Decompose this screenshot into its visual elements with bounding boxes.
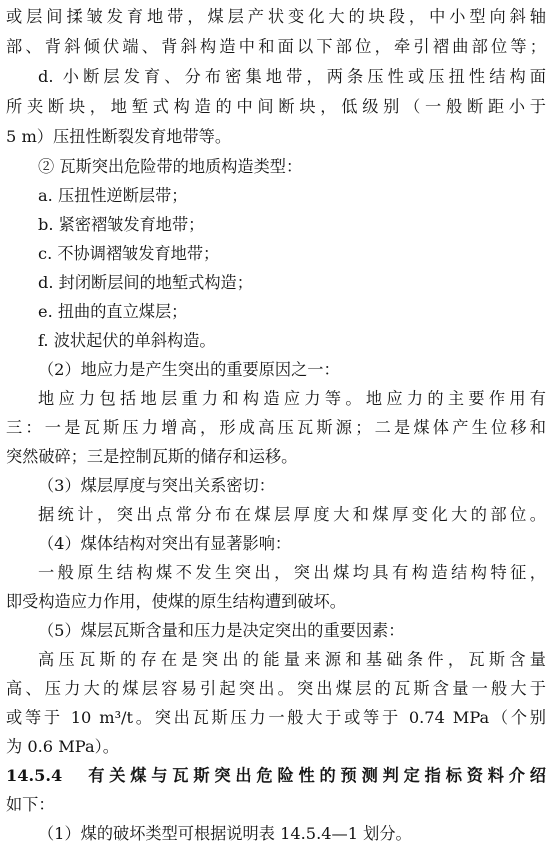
text-line: 所夹断块，地堑式构造的中间断块，低级别（一般断距小于: [6, 97, 546, 116]
text-line: 部、背斜倾伏端、背斜构造中和面以下部位，牵引褶曲部位等；: [6, 37, 546, 56]
section-heading: （3）煤层厚度与突出关系密切：: [38, 476, 275, 495]
list-heading: ② 瓦斯突出危险带的地质构造类型：: [38, 157, 303, 176]
text-line: 即受构造应力作用，使煤的原生结构遭到破坏。: [6, 592, 346, 611]
text-line: 或等于 10 m³/t。突出瓦斯压力一般大于或等于 0.74 MPa（个别: [6, 708, 546, 727]
list-item: a. 压扭性逆断层带；: [38, 186, 188, 205]
list-item: b. 紧密褶皱发育地带；: [38, 215, 205, 234]
section-heading: （2）地应力是产生突出的重要原因之一：: [38, 360, 340, 379]
list-item: c. 不协调褶皱发育地带；: [38, 244, 220, 263]
text-line: 突然破碎；三是控制瓦斯的储存和运移。: [6, 447, 298, 466]
text-line: 三：一是瓦斯压力增高，形成高压瓦斯源；二是煤体产生位移和: [6, 418, 546, 437]
subsection-heading: 14.5.4 有关煤与瓦斯突出危险性的预测判定指标资料介绍: [6, 766, 546, 785]
list-item: f. 波状起伏的单斜构造。: [38, 331, 216, 350]
text-line: 高压瓦斯的存在是突出的能量来源和基础条件，瓦斯含量: [38, 650, 546, 669]
text-line: 或层间揉皱发育地带，煤层产状变化大的块段，中小型向斜轴: [6, 7, 546, 26]
text-line: d. 小断层发育、分布密集地带，两条压性或压扭性结构面: [38, 67, 546, 86]
section-heading: （4）煤体结构对突出有显著影响：: [38, 534, 292, 553]
section-heading: （5）煤层瓦斯含量和压力是决定突出的重要因素：: [38, 621, 405, 640]
text-line: 5 m）压扭性断裂发育地带等。: [6, 127, 232, 146]
text-line: 地应力包括地层重力和构造应力等。地应力的主要作用有: [38, 389, 546, 408]
list-item: d. 封闭断层间的地堑式构造；: [38, 273, 253, 292]
text-line: （1）煤的破坏类型可根据说明表 14.5.4—1 划分。: [38, 824, 412, 843]
text-line: 一般原生结构煤不发生突出，突出煤均具有构造结构特征，: [38, 563, 546, 582]
list-item: e. 扭曲的直立煤层；: [38, 302, 188, 321]
text-line: 高、压力大的煤层容易引起突出。突出煤层的瓦斯含量一般大于: [6, 679, 546, 698]
text-line: 据统计，突出点常分布在煤层厚度大和煤厚变化大的部位。: [38, 505, 546, 524]
text-line: 为 0.6 MPa）。: [6, 737, 119, 756]
text-line: 如下：: [6, 795, 55, 814]
